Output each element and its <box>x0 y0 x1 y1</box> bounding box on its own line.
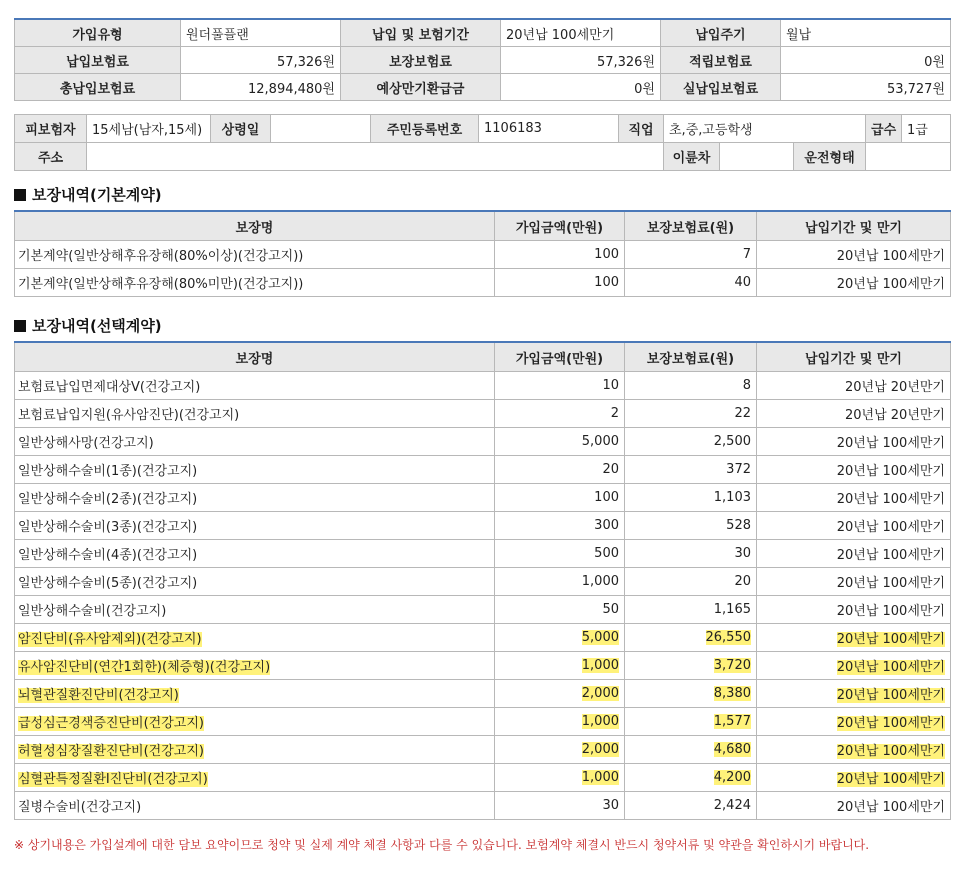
basic-coverage-title: 보장내역(기본계약) <box>32 186 162 204</box>
rrn-value: 1106183 <box>479 115 619 143</box>
coverage-name-text: 일반상해수술비(3종)(건강고지) <box>18 520 198 535</box>
coverage-name <box>15 540 495 568</box>
table-row <box>15 400 951 428</box>
coverage-period <box>757 269 951 297</box>
coverage-premium <box>625 708 757 736</box>
coverage-period-text: 20년납 100세만기 <box>836 464 945 479</box>
coverage-premium-text: 2,424 <box>713 798 751 813</box>
table-row <box>15 568 951 596</box>
coverage-period-text: 20년납 100세만기 <box>836 632 945 647</box>
coverage-name <box>15 792 495 820</box>
column-header: 보장보험료(원) <box>625 211 757 241</box>
coverage-name-text: 일반상해수술비(1종)(건강고지) <box>18 464 198 479</box>
coverage-name-text: 일반상해수술비(2종)(건강고지) <box>18 492 198 507</box>
coverage-period-text: 20년납 100세만기 <box>836 492 945 507</box>
coverage-amount-text: 5,000 <box>581 630 619 645</box>
table-row <box>15 736 951 764</box>
coverage-premium-text: 8 <box>742 378 751 393</box>
coverage-name-text: 일반상해사망(건강고지) <box>18 436 154 451</box>
insured-value: 15세남(남자,15세) <box>87 115 211 143</box>
table-row <box>15 456 951 484</box>
coverage-premium-text: 3,720 <box>713 658 751 673</box>
summary-label: 보장보험료 <box>341 47 501 74</box>
coverage-premium <box>625 512 757 540</box>
coverage-premium <box>625 568 757 596</box>
table-row <box>15 624 951 652</box>
optional-coverage-heading <box>14 315 162 336</box>
coverage-period-text: 20년납 100세만기 <box>836 604 945 619</box>
basic-coverage-heading <box>14 184 162 205</box>
coverage-period <box>757 428 951 456</box>
coverage-premium-text: 30 <box>734 546 751 561</box>
square-bullet-icon <box>14 320 26 332</box>
table-row <box>15 680 951 708</box>
summary-label: 납입 및 보험기간 <box>341 19 501 47</box>
coverage-amount <box>495 736 625 764</box>
coverage-period-text: 20년납 100세만기 <box>836 436 945 451</box>
coverage-name <box>15 241 495 269</box>
coverage-period-text: 20년납 100세만기 <box>836 772 945 787</box>
coverage-premium-text: 1,165 <box>713 602 751 617</box>
coverage-name <box>15 372 495 400</box>
coverage-premium-text: 4,200 <box>713 770 751 785</box>
coverage-name <box>15 400 495 428</box>
coverage-premium <box>625 792 757 820</box>
coverage-period <box>757 792 951 820</box>
table-row <box>15 428 951 456</box>
coverage-period <box>757 456 951 484</box>
coverage-amount <box>495 456 625 484</box>
coverage-premium <box>625 456 757 484</box>
disclaimer-footnote: ※ 상기내용은 가입설계에 대한 담보 요약이므로 청약 및 실제 계약 체결 사항과 다를 수 있습니다. 보험계약 체결시 반드시 청약서류 및 약관을 확인하시기 바랍니다. <box>14 838 870 852</box>
coverage-period-text: 20년납 100세만기 <box>836 249 945 264</box>
coverage-name <box>15 456 495 484</box>
coverage-premium-text: 40 <box>734 275 751 290</box>
coverage-period-text: 20년납 100세만기 <box>836 716 945 731</box>
coverage-amount <box>495 764 625 792</box>
coverage-premium <box>625 400 757 428</box>
coverage-period-text: 20년납 100세만기 <box>836 548 945 563</box>
address-label: 주소 <box>15 143 87 171</box>
basic-coverage-table <box>14 210 951 297</box>
coverage-premium <box>625 596 757 624</box>
summary-label: 적립보험료 <box>661 47 781 74</box>
coverage-period <box>757 540 951 568</box>
coverage-name <box>15 764 495 792</box>
coverage-amount-text: 10 <box>602 378 619 393</box>
table-row <box>15 372 951 400</box>
coverage-period-text: 20년납 20년만기 <box>844 380 945 395</box>
table-row <box>15 708 951 736</box>
coverage-premium-text: 26,550 <box>705 630 751 645</box>
column-header: 가입금액(만원) <box>495 211 625 241</box>
coverage-name <box>15 708 495 736</box>
coverage-period <box>757 708 951 736</box>
coverage-period-text: 20년납 20년만기 <box>844 408 945 423</box>
coverage-period <box>757 596 951 624</box>
coverage-premium <box>625 372 757 400</box>
table-row <box>15 652 951 680</box>
summary-value: 원더풀플랜 <box>181 19 341 47</box>
optional-coverage-title: 보장내역(선택계약) <box>32 317 162 335</box>
coverage-amount-text: 50 <box>602 602 619 617</box>
coverage-premium <box>625 624 757 652</box>
column-header: 보장보험료(원) <box>625 342 757 372</box>
summary-label: 총납입보험료 <box>15 74 181 101</box>
coverage-name <box>15 484 495 512</box>
coverage-amount-text: 100 <box>594 490 619 505</box>
summary-value: 57,326원 <box>181 47 341 74</box>
rrn-label: 주민등록번호 <box>371 115 479 143</box>
summary-label: 납입주기 <box>661 19 781 47</box>
coverage-amount <box>495 708 625 736</box>
coverage-amount <box>495 680 625 708</box>
table-row <box>15 269 951 297</box>
drive-value <box>866 143 951 171</box>
coverage-name-text: 일반상해수술비(5종)(건강고지) <box>18 576 198 591</box>
coverage-period <box>757 764 951 792</box>
coverage-period-text: 20년납 100세만기 <box>836 688 945 703</box>
coverage-premium-text: 20 <box>734 574 751 589</box>
coverage-amount-text: 2 <box>610 406 619 421</box>
summary-label: 예상만기환급금 <box>341 74 501 101</box>
summary-label: 실납입보험료 <box>661 74 781 101</box>
coverage-period <box>757 241 951 269</box>
coverage-amount-text: 100 <box>594 247 619 262</box>
coverage-premium <box>625 736 757 764</box>
coverage-period-text: 20년납 100세만기 <box>836 744 945 759</box>
coverage-amount <box>495 484 625 512</box>
coverage-name-text: 암진단비(유사암제외)(건강고지) <box>18 632 202 647</box>
summary-value: 20년납 100세만기 <box>501 19 661 47</box>
birth-value <box>271 115 371 143</box>
coverage-name <box>15 652 495 680</box>
grade-label: 급수 <box>866 115 902 143</box>
coverage-amount-text: 30 <box>602 798 619 813</box>
summary-table <box>14 18 951 101</box>
coverage-name <box>15 568 495 596</box>
table-header-row <box>15 211 951 241</box>
table-row <box>15 792 951 820</box>
coverage-period-text: 20년납 100세만기 <box>836 520 945 535</box>
table-row <box>15 596 951 624</box>
coverage-premium <box>625 540 757 568</box>
column-header: 보장명 <box>15 342 495 372</box>
optional-coverage-table <box>14 341 951 820</box>
summary-row <box>15 47 951 74</box>
coverage-name <box>15 269 495 297</box>
coverage-amount <box>495 568 625 596</box>
coverage-name-text: 일반상해수술비(건강고지) <box>18 604 167 619</box>
job-label: 직업 <box>619 115 664 143</box>
coverage-premium <box>625 764 757 792</box>
table-row <box>15 484 951 512</box>
coverage-amount <box>495 596 625 624</box>
coverage-amount <box>495 372 625 400</box>
summary-value: 0원 <box>501 74 661 101</box>
coverage-name-text: 급성심근경색증진단비(건강고지) <box>18 716 204 731</box>
coverage-amount <box>495 792 625 820</box>
table-row <box>15 764 951 792</box>
coverage-amount <box>495 269 625 297</box>
coverage-premium <box>625 680 757 708</box>
coverage-name <box>15 428 495 456</box>
insured-label: 피보험자 <box>15 115 87 143</box>
coverage-premium <box>625 428 757 456</box>
coverage-name-text: 질병수술비(건강고지) <box>18 800 142 815</box>
coverage-premium-text: 8,380 <box>713 686 751 701</box>
coverage-name-text: 허혈성심장질환진단비(건강고지) <box>18 744 204 759</box>
coverage-amount-text: 300 <box>594 518 619 533</box>
coverage-name <box>15 624 495 652</box>
coverage-period <box>757 652 951 680</box>
coverage-period-text: 20년납 100세만기 <box>836 277 945 292</box>
coverage-premium-text: 1,103 <box>713 490 751 505</box>
address-value <box>87 143 664 171</box>
coverage-premium <box>625 652 757 680</box>
coverage-name-text: 기본계약(일반상해후유장해(80%이상)(건강고지)) <box>18 249 304 264</box>
column-header: 보장명 <box>15 211 495 241</box>
grade-value: 1급 <box>902 115 951 143</box>
summary-value: 57,326원 <box>501 47 661 74</box>
coverage-premium-text: 7 <box>742 247 751 262</box>
square-bullet-icon <box>14 189 26 201</box>
coverage-amount-text: 1,000 <box>581 714 619 729</box>
coverage-name-text: 심혈관특정질환Ⅰ진단비(건강고지) <box>18 772 208 787</box>
coverage-period-text: 20년납 100세만기 <box>836 800 945 815</box>
coverage-name-text: 뇌혈관질환진단비(건강고지) <box>18 688 179 703</box>
bike-value <box>720 143 794 171</box>
coverage-amount <box>495 652 625 680</box>
coverage-amount <box>495 400 625 428</box>
coverage-name <box>15 512 495 540</box>
column-header: 가입금액(만원) <box>495 342 625 372</box>
coverage-premium <box>625 241 757 269</box>
summary-value: 12,894,480원 <box>181 74 341 101</box>
summary-value: 0원 <box>781 47 951 74</box>
coverage-period <box>757 568 951 596</box>
coverage-period-text: 20년납 100세만기 <box>836 576 945 591</box>
coverage-name <box>15 596 495 624</box>
coverage-amount-text: 1,000 <box>581 574 619 589</box>
summary-value: 53,727원 <box>781 74 951 101</box>
coverage-amount <box>495 428 625 456</box>
coverage-amount-text: 5,000 <box>581 434 619 449</box>
coverage-name-text: 보험료납입지원(유사암진단)(건강고지) <box>18 408 240 423</box>
coverage-premium-text: 2,500 <box>713 434 751 449</box>
coverage-premium-text: 528 <box>726 518 751 533</box>
bike-label: 이륜차 <box>664 143 720 171</box>
coverage-period <box>757 736 951 764</box>
coverage-period <box>757 372 951 400</box>
coverage-premium-text: 4,680 <box>713 742 751 757</box>
summary-row <box>15 19 951 47</box>
coverage-premium-text: 22 <box>734 406 751 421</box>
insured-row <box>15 115 951 143</box>
coverage-name <box>15 680 495 708</box>
summary-label: 가입유형 <box>15 19 181 47</box>
coverage-period-text: 20년납 100세만기 <box>836 660 945 675</box>
coverage-amount <box>495 512 625 540</box>
coverage-premium <box>625 269 757 297</box>
job-value: 초,중,고등학생 <box>664 115 866 143</box>
coverage-amount-text: 1,000 <box>581 770 619 785</box>
coverage-name-text: 유사암진단비(연간1회한)(체증형)(건강고지) <box>18 660 271 675</box>
table-row <box>15 512 951 540</box>
drive-label: 운전형태 <box>794 143 866 171</box>
coverage-amount-text: 2,000 <box>581 686 619 701</box>
coverage-name-text: 일반상해수술비(4종)(건강고지) <box>18 548 198 563</box>
birth-label: 상령일 <box>211 115 271 143</box>
insured-info-table <box>14 114 951 171</box>
coverage-amount <box>495 624 625 652</box>
column-header: 납입기간 및 만기 <box>757 211 951 241</box>
coverage-premium <box>625 484 757 512</box>
coverage-period <box>757 624 951 652</box>
coverage-name-text: 보험료납입면제대상Ⅴ(건강고지) <box>18 380 201 395</box>
coverage-name <box>15 736 495 764</box>
coverage-amount-text: 20 <box>602 462 619 477</box>
table-row <box>15 540 951 568</box>
summary-value: 월납 <box>781 19 951 47</box>
coverage-amount <box>495 540 625 568</box>
table-header-row <box>15 342 951 372</box>
coverage-premium-text: 1,577 <box>713 714 751 729</box>
address-row <box>15 143 951 171</box>
coverage-period <box>757 400 951 428</box>
table-row <box>15 241 951 269</box>
coverage-premium-text: 372 <box>726 462 751 477</box>
coverage-name-text: 기본계약(일반상해후유장해(80%미만)(건강고지)) <box>18 277 304 292</box>
coverage-amount-text: 2,000 <box>581 742 619 757</box>
coverage-amount-text: 500 <box>594 546 619 561</box>
coverage-amount-text: 1,000 <box>581 658 619 673</box>
coverage-period <box>757 680 951 708</box>
coverage-amount-text: 100 <box>594 275 619 290</box>
coverage-period <box>757 484 951 512</box>
coverage-period <box>757 512 951 540</box>
column-header: 납입기간 및 만기 <box>757 342 951 372</box>
coverage-amount <box>495 241 625 269</box>
summary-label: 납입보험료 <box>15 47 181 74</box>
summary-row <box>15 74 951 101</box>
